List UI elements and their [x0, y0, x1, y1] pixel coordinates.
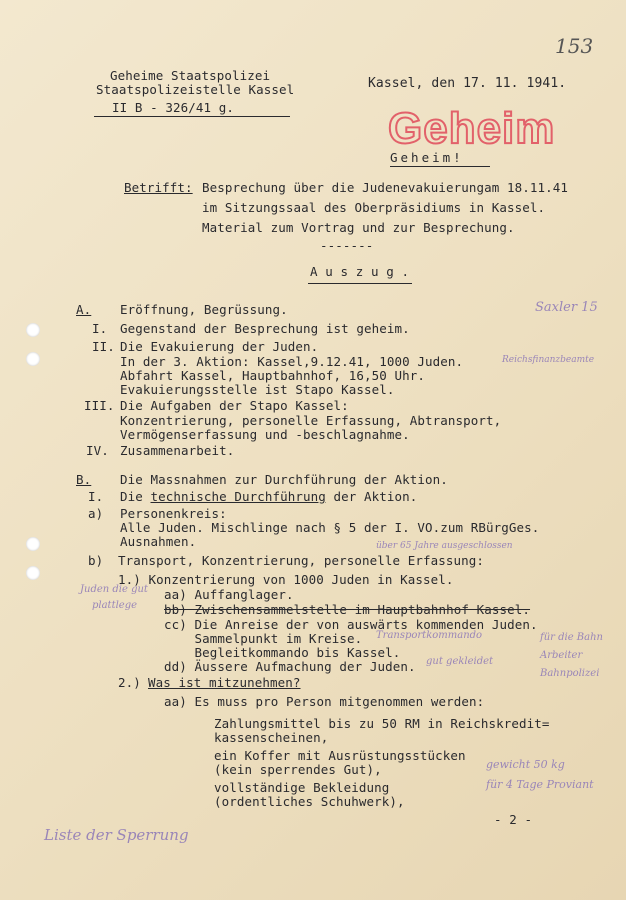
a-item-line: Die Evakuierung der Juden. — [120, 339, 319, 354]
punch-hole — [26, 566, 40, 580]
b2-aa: aa) Es muss pro Person mitgenommen werden: — [164, 694, 485, 709]
subject-label: Betrifft: — [124, 180, 193, 195]
page-number: - 2 - — [494, 812, 533, 827]
a-item-line: Vermögenserfassung und -beschlagnahme. — [120, 427, 410, 442]
b-sub-mark: b) — [88, 553, 104, 568]
subject-line-3: Material zum Vortrag und zur Besprechung. — [202, 220, 515, 235]
b2-item: Zahlungsmittel bis zu 50 RM in Reichskredit= — [214, 716, 550, 731]
a-item-mark: III. — [84, 398, 115, 413]
b2-item: ein Koffer mit Ausrüstungsstücken — [214, 748, 466, 763]
pencil-note: Liste der Sperrung — [44, 826, 189, 844]
section-b-heading: Die Massnahmen zur Durchführung der Aktion. — [120, 472, 448, 487]
pencil-note: Juden die gut — [80, 584, 148, 595]
a-item-line: Abfahrt Kassel, Hauptbahnhof, 16,50 Uhr. — [120, 368, 426, 383]
sender-line-1: Geheime Staatspolizei — [110, 68, 271, 83]
b1-line: 1.) Konzentrierung von 1000 Juden in Kassel. — [118, 572, 454, 587]
b2-item: (kein sperrendes Gut), — [214, 762, 382, 777]
subject-line-2: im Sitzungssaal des Oberpräsidiums in Kassel. — [202, 200, 546, 215]
a-item-line: Zusammenarbeit. — [120, 443, 235, 458]
b-item-mark: I. — [88, 489, 104, 504]
b1-bb: bb) Zwischensammelstelle im Hauptbahnhof Kassel. — [164, 602, 531, 617]
b-sub-line: Alle Juden. Mischlinge nach § 5 der I. VO.zum RBürgGes. — [120, 520, 540, 535]
reference-underline — [94, 116, 290, 117]
b1-dd: dd) Äussere Aufmachung der Juden. — [164, 659, 416, 674]
b2-item: (ordentliches Schuhwerk), — [214, 794, 405, 809]
classification: Geheim! — [390, 150, 464, 165]
punch-hole — [26, 537, 40, 551]
pencil-note: Arbeiter — [540, 650, 583, 661]
pencil-note: Saxler 15 — [535, 300, 598, 315]
punch-hole — [26, 352, 40, 366]
title-underline — [308, 283, 412, 284]
a-item-line: In der 3. Aktion: Kassel,9.12.41, 1000 Juden. — [120, 354, 464, 369]
b2-text: Was ist mitzunehmen? — [148, 675, 301, 690]
classification-underline — [390, 166, 490, 167]
b1-cc: Begleitkommando bis Kassel. — [164, 645, 401, 660]
b1-cc: cc) Die Anreise der von auswärts kommenden Juden. — [164, 617, 538, 632]
section-a-heading: Eröffnung, Begrüssung. — [120, 302, 288, 317]
pencil-note: gewicht 50 kg — [486, 758, 565, 771]
sender-line-2: Staatspolizeistelle Kassel — [96, 82, 295, 97]
a-item-line: Gegenstand der Besprechung ist geheim. — [120, 321, 410, 336]
document-title: A u s z u g . — [310, 264, 410, 279]
pencil-note: für 4 Tage Proviant — [486, 778, 594, 791]
pencil-note: über 65 Jahre ausgeschlossen — [376, 541, 513, 551]
b2-mark: 2.) — [118, 675, 141, 690]
b-sub-mark: a) — [88, 506, 104, 521]
pencil-note: Transportkommando — [376, 630, 483, 641]
pencil-note: für die Bahn — [540, 632, 603, 643]
section-a-mark: A. — [76, 302, 92, 317]
a-item-mark: II. — [92, 339, 115, 354]
b-sub-line: Transport, Konzentrierung, personelle Erfassung: — [118, 553, 485, 568]
a-item-line: Die Aufgaben der Stapo Kassel: — [120, 398, 349, 413]
pencil-note: Reichsfinanzbeamte — [502, 355, 595, 365]
separator: ------- — [320, 238, 374, 253]
b1-aa: aa) Auffanglager. — [164, 587, 294, 602]
b-sub-line: Ausnahmen. — [120, 534, 197, 549]
pencil-note: Bahnpolizei — [540, 668, 600, 679]
b2-item: kassenscheinen, — [214, 730, 329, 745]
reference-number: II B - 326/41 g. — [112, 100, 235, 115]
b-sub-line: Personenkreis: — [120, 506, 227, 521]
place-date: Kassel, den 17. 11. 1941. — [368, 76, 567, 91]
b1-cc: Sammelpunkt im Kreise. — [164, 631, 363, 646]
section-b-mark: B. — [76, 472, 92, 487]
a-item-line: Konzentrierung, personelle Erfassung, Abtransport, — [120, 413, 502, 428]
a-item-mark: I. — [92, 321, 108, 336]
b-item-line: Die technische Durchführung der Aktion. — [120, 489, 418, 504]
a-item-line: Evakuierungsstelle ist Stapo Kassel. — [120, 382, 395, 397]
page-mark: 153 — [555, 34, 594, 58]
b2-item: vollständige Bekleidung — [214, 780, 390, 795]
a-item-mark: IV. — [86, 443, 109, 458]
secret-stamp: Geheim — [388, 104, 556, 153]
pencil-note: plattlege — [92, 600, 138, 611]
subject-line-1: Besprechung über die Judenevakuierungam 18.11.41 — [202, 180, 569, 195]
pencil-note: gut gekleidet — [426, 656, 494, 667]
punch-hole — [26, 323, 40, 337]
